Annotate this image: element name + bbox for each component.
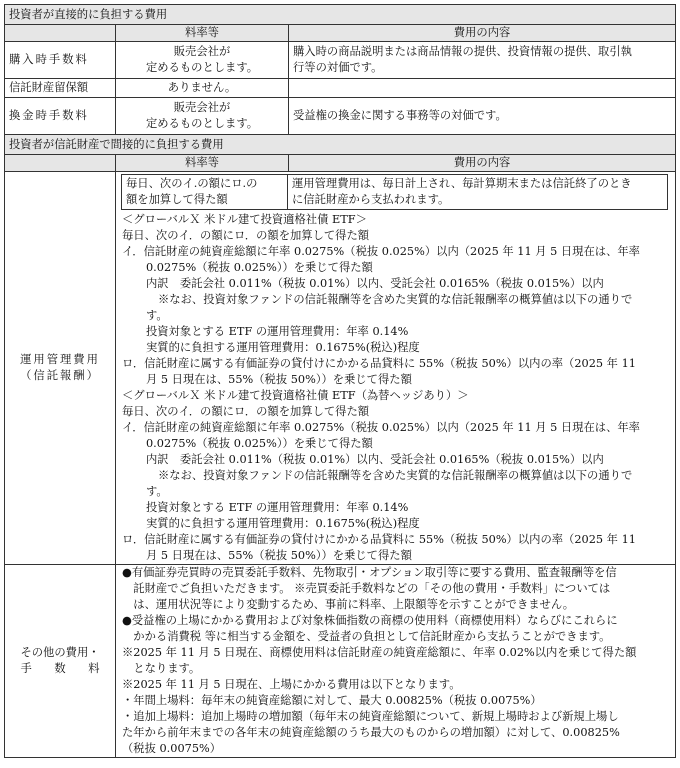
trust-reserve-content (289, 79, 676, 98)
other-fees-details: ●有価証券売買時の売買委託手数料、先物取引・オプション取引等に要する費用、監査報酬等を信 託財産でご負担いただきます。 ※売買委託手数料などの「その他の費用・手数料」については は、運用状況等により変動するため、事前に料率、上限額等を示すことができません。 ●受益権の上場にかかる費用および対象株価指数の商標の使用料（商標使用料）ならびにこれらに かかる消費税 等に相当する金額を、受益者の負担として信託財産から支払うことができます。 ※2025 年 11 月 5 日現在、商標使用料は信託財産の純資産総額に、年率 0.02%以内を乗じて得た額 となります。 ※2025 年 11 月 5 日現在、上場にかかる費用は以下となります。 ・年間上場料：毎年末の純資産総額に対して、最大 0.00825%（税抜 0.0075%） ・追加上場料：追加上場時の増加額（毎年末の純資産総額について、新規上場時および新規上場し た年から前年末までの各年末の純資産総額のうち最大のものからの増加額）に対して、0.00825% （税抜 0.0075%） (116, 565, 676, 758)
indirect-rate-column-header: 料率等 (116, 155, 289, 172)
fund-1-title: ＜グローバルＸ 米ドル建て投資適格社債 ETF＞ (122, 213, 367, 226)
indirect-content-column-header: 費用の内容 (289, 155, 676, 172)
fund-1-details: ＜グローバルＸ 米ドル建て投資適格社債 ETF＞ 毎日、次のイ．の額にロ．の額を加算して得た額 イ．信託財産の純資産総額に年率 0.0275%（税抜 0.025%）以内（2025 年 11 月 5 日現在は、年率 0.0275%（税抜 0.025%））を乗じて得た額 内訳 委託会社 0.011%（税抜 0.01%）以内、受託会社 0.0165%（税抜 0.015%）以内 ※なお、投資対象ファンドの信託報酬等を含めた実質的な信託報酬率の概算値は以下の通りで す。 投資対象とする ETF の運用管理費用：年率 0.14% 実質的に負担する運用管理費用：0.1675%(税込)程度 ロ．信託財産に属する有価証券の貸付けにかかる品貸料に 55%（税抜 50%）以内の率（2025 年 11 月 5 日現在は、55%（税抜 50%））を乗じて得た額 (122, 212, 669, 388)
purchase-fee-label: 購入時手数料 (5, 42, 116, 79)
purchase-fee-content: 購入時の商品説明または商品情報の提供、投資情報の提供、取引執 行等の対価です。 (289, 42, 676, 79)
direct-cost-section-title: 投資者が直接的に負担する費用 (5, 5, 676, 25)
management-fee-label: 運用管理費用 （信託報酬） (5, 172, 116, 565)
content-column-header: 費用の内容 (289, 25, 676, 42)
redemption-fee-label: 換金時手数料 (5, 98, 116, 135)
fee-table (4, 4, 676, 758)
trust-reserve-rate: ありません。 (116, 79, 289, 98)
trust-reserve-label: 信託財産留保額 (5, 79, 116, 98)
indirect-cost-section-title: 投資者が信託財産で間接的に負担する費用 (5, 135, 676, 155)
redemption-fee-rate: 販売会社が 定めるものとします。 (116, 98, 289, 135)
management-fee-summary-rate: 毎日、次のイ.の額にロ.の 額を加算して得た額 (122, 175, 288, 210)
fund-2-title: ＜グローバルＸ 米ドル建て投資適格社債 ETF（為替ヘッジあり）＞ (122, 389, 469, 402)
management-fee-summary-box (121, 174, 668, 210)
management-fee-details (116, 172, 676, 565)
fund-2-details: ＜グローバルＸ 米ドル建て投資適格社債 ETF（為替ヘッジあり）＞ 毎日、次のイ．の額にロ．の額を加算して得た額 イ．信託財産の純資産総額に年率 0.0275%（税抜 0.025%）以内（2025 年 11 月 5 日現在は、年率 0.0275%（税抜 0.025%））を乗じて得た額 内訳 委託会社 0.011%（税抜 0.01%）以内、受託会社 0.0165%（税抜 0.015%）以内 ※なお、投資対象ファンドの信託報酬等を含めた実質的な信託報酬率の概算値は以下の通りで す。 投資対象とする ETF の運用管理費用：年率 0.14% 実質的に負担する運用管理費用：0.1675%(税込)程度 ロ．信託財産に属する有価証券の貸付けにかかる品貸料に 55%（税抜 50%）以内の率（2025 年 11 月 5 日現在は、55%（税抜 50%））を乗じて得た額 (122, 388, 669, 564)
fee-document (4, 4, 675, 758)
redemption-fee-content: 受益権の換金に関する事務等の対価です。 (289, 98, 676, 135)
rate-column-header: 料率等 (116, 25, 289, 42)
purchase-fee-rate: 販売会社が 定めるものとします。 (116, 42, 289, 79)
management-fee-summary-content: 運用管理費用は、毎日計上され、毎計算期末または信託終了のとき に信託財産から支払われます。 (288, 175, 668, 210)
other-fees-label: その他の費用・ 手 数 料 (5, 565, 116, 758)
